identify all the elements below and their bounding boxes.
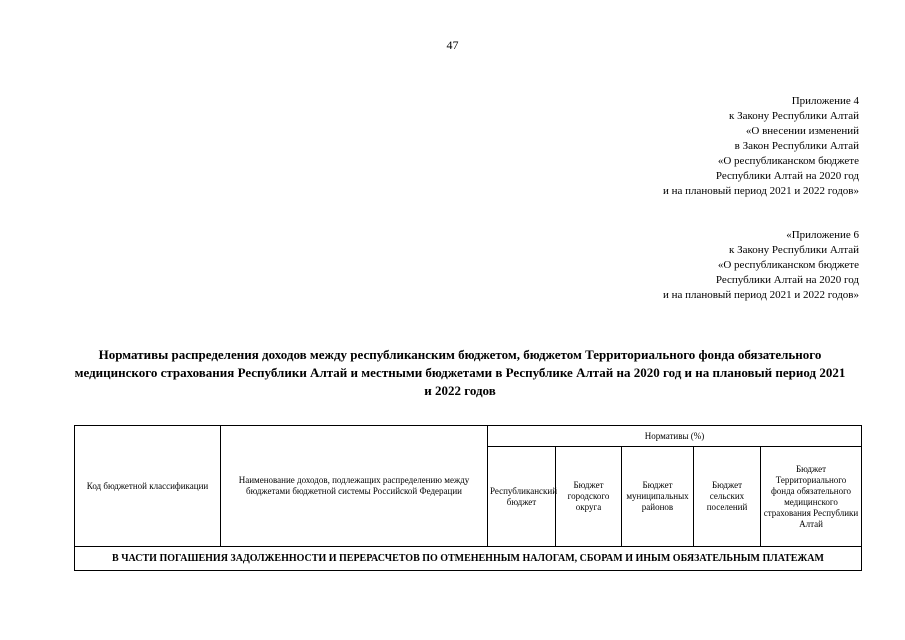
appendix-line: «О внесении изменений: [745, 125, 859, 137]
header-rural-settlements-budget: Бюджет сельских поселений: [694, 447, 761, 547]
page-number: 47: [446, 38, 459, 52]
appendix-line: Приложение 4: [791, 95, 859, 107]
appendix-line: Республики Алтай на 2020 год: [715, 274, 859, 286]
appendix-6-header: [663, 228, 859, 303]
header-tfoms-budget: Бюджет Территориального фонда обязательного медицинского страхования Республики Алтай: [761, 447, 862, 547]
appendix-line: «О республиканском бюджете: [717, 259, 859, 271]
section-row: В ЧАСТИ ПОГАШЕНИЯ ЗАДОЛЖЕННОСТИ И ПЕРЕРАСЧЕТОВ ПО ОТМЕНЕННЫМ НАЛОГАМ, СБОРАМ И ИНЫМ ОБЯЗАТЕЛЬНЫМ ПЛАТЕЖАМ: [75, 547, 862, 571]
appendix-line: в Закон Республики Алтай: [734, 140, 859, 152]
header-republican-budget: Республиканский бюджет: [488, 447, 556, 547]
appendix-line: к Закону Республики Алтай: [729, 244, 859, 256]
header-code: Код бюджетной классификации: [75, 426, 221, 547]
header-municipal-districts-budget: Бюджет муниципальных районов: [622, 447, 694, 547]
appendix-line: Республики Алтай на 2020 год: [715, 170, 859, 182]
norms-table: [74, 425, 862, 571]
appendix-line: и на плановый период 2021 и 2022 годов»: [662, 185, 859, 197]
header-city-district-budget: Бюджет городского округа: [556, 447, 622, 547]
document-title: Нормативы распределения доходов между республиканским бюджетом, бюджетом Территориального фонда обязательного медицинского страхования Республики Алтай и местными бюджетами в Республике Алтай на 2020 год и на плановый период 2021 и 2022 годов: [74, 347, 846, 398]
appendix-line: «Приложение 6: [786, 229, 859, 241]
appendix-line: к Закону Республики Алтай: [729, 110, 859, 122]
appendix-4-header: [663, 94, 859, 199]
appendix-line: «О республиканском бюджете: [717, 155, 859, 167]
appendix-line: и на плановый период 2021 и 2022 годов»: [662, 289, 859, 301]
header-revenue-name: Наименование доходов, подлежащих распределению между бюджетами бюджетной системы Российской Федерации: [221, 426, 488, 547]
header-norms-percent: Нормативы (%): [488, 426, 862, 447]
